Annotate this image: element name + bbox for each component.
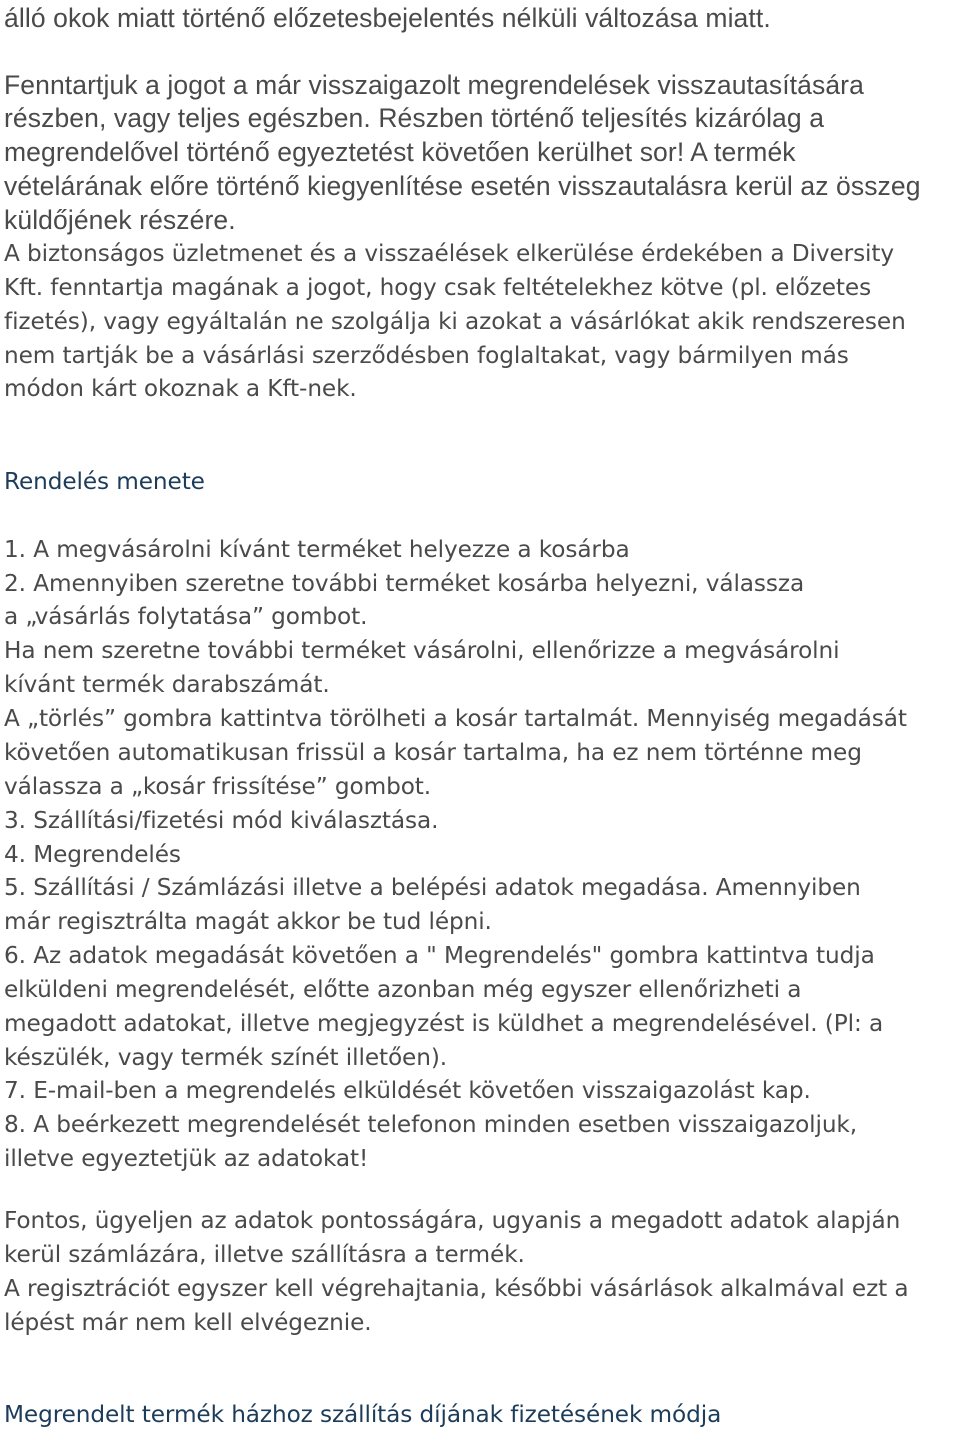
list-item: már regisztrálta magát akkor be tud lépni. <box>4 908 492 935</box>
section-heading-order-process: Rendelés menete <box>4 468 205 495</box>
list-item: illetve egyeztetjük az adatokat! <box>4 1145 369 1172</box>
text-line: Kft. fenntartja magának a jogot, hogy csak feltételekhez kötve (pl. előzetes <box>4 274 872 301</box>
text-line: módon kárt okoznak a Kft-nek. <box>4 375 357 402</box>
list-item: 4. Megrendelés <box>4 841 181 868</box>
list-item: válassza a „kosár frissítése” gombot. <box>4 773 432 800</box>
list-item: A „törlés” gombra kattintva törölheti a kosár tartalmát. Mennyiség megadását <box>4 705 907 732</box>
text-line: Fenntartjuk a jogot a már visszaigazolt megrendelések visszautasítására <box>4 70 864 100</box>
text-line: küldőjének részére. <box>4 205 236 235</box>
text-line: nem tartják be a vásárlási szerződésben foglaltakat, vagy bármilyen más <box>4 342 849 369</box>
text-line: lépést már nem kell elvégeznie. <box>4 1309 372 1336</box>
section-heading-delivery: Megrendelt termék házhoz szállítás díjának fizetésének módja <box>4 1401 722 1428</box>
list-item: megadott adatokat, illetve megjegyzést is küldhet a megrendelésével. (Pl: a <box>4 1010 884 1037</box>
list-item: Ha nem szeretne további terméket vásárolni, ellenőrizze a megvásárolni <box>4 637 840 664</box>
list-item: 2. Amennyiben szeretne további terméket kosárba helyezni, válassza <box>4 570 805 597</box>
list-item: 5. Szállítási / Számlázási illetve a belépési adatok megadása. Amennyiben <box>4 874 861 901</box>
text-line: fizetés), vagy egyáltalán ne szolgálja ki azokat a vásárlókat akik rendszeresen <box>4 308 906 335</box>
list-item: 1. A megvásárolni kívánt terméket helyezze a kosárba <box>4 536 630 563</box>
list-item: követően automatikusan frissül a kosár tartalma, ha ez nem történne meg <box>4 739 862 766</box>
list-item: a „vásárlás folytatása” gombot. <box>4 603 368 630</box>
list-item: készülék, vagy termék színét illetően). <box>4 1044 448 1071</box>
text-line: A regisztrációt egyszer kell végrehajtania, későbbi vásárlások alkalmával ezt a <box>4 1275 909 1302</box>
list-item: 7. E-mail-ben a megrendelés elküldését követően visszaigazolást kap. <box>4 1077 811 1104</box>
list-item: elküldeni megrendelését, előtte azonban még egyszer ellenőrizheti a <box>4 976 802 1003</box>
text-line: álló okok miatt történő előzetesbejelentés nélküli változása miatt. <box>4 3 771 33</box>
list-item: kívánt termék darabszámát. <box>4 671 330 698</box>
list-item: 3. Szállítási/fizetési mód kiválasztása. <box>4 807 439 834</box>
list-item: 6. Az adatok megadását követően a " Megrendelés" gombra kattintva tudja <box>4 942 875 969</box>
text-line: Fontos, ügyeljen az adatok pontosságára, ugyanis a megadott adatok alapján <box>4 1207 901 1234</box>
text-line: kerül számlázára, illetve szállításra a termék. <box>4 1241 525 1268</box>
list-item: 8. A beérkezett megrendelését telefonon minden esetben visszaigazoljuk, <box>4 1111 858 1138</box>
text-line: A biztonságos üzletmenet és a visszaélések elkerülése érdekében a Diversity <box>4 240 895 267</box>
text-line: részben, vagy teljes egészben. Részben történő teljesítés kizárólag a <box>4 103 825 133</box>
text-line: vételárának előre történő kiegyenlítése esetén visszautalásra kerül az összeg <box>4 171 921 201</box>
text-line: megrendelővel történő egyeztetést követően kerülhet sor! A termék <box>4 137 796 167</box>
